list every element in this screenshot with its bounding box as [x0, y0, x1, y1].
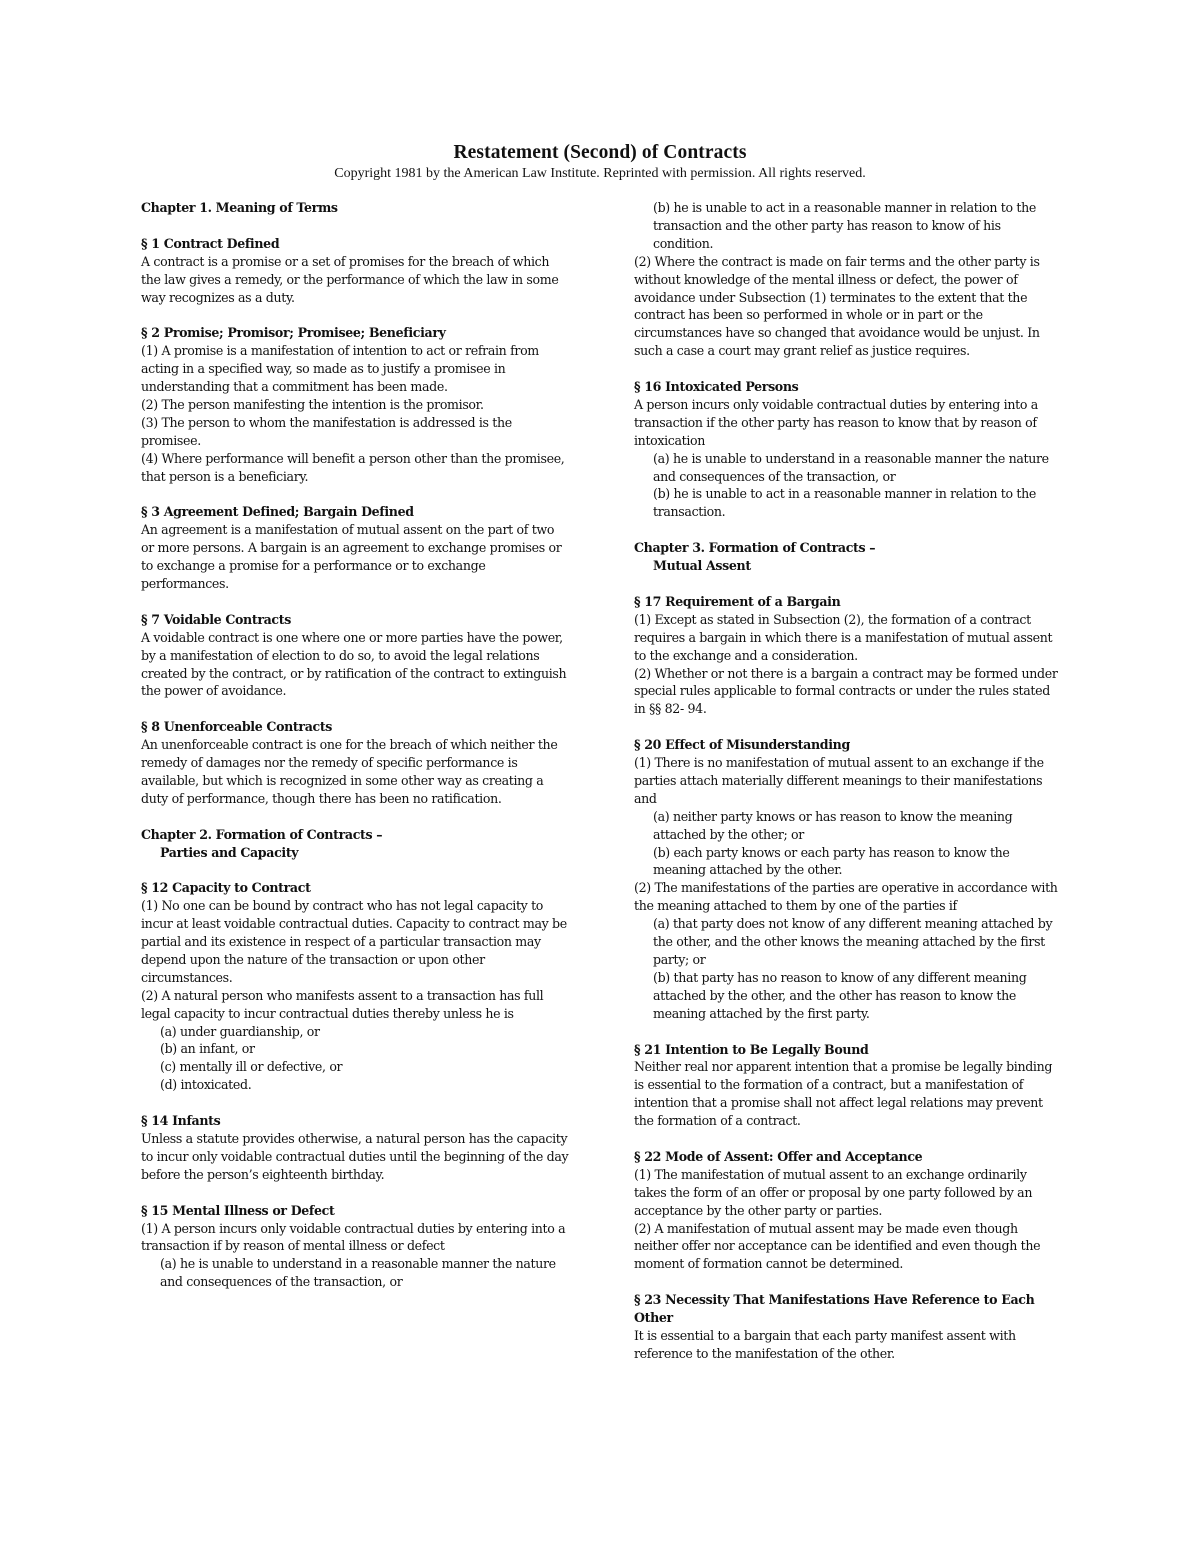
paragraph: A contract is a promise or a set of promises for the breach of which the law gives a remedy, or the performance of which the law in some way recognizes as a duty. — [141, 253, 559, 305]
paragraph: (1) The manifestation of mutual assent to an exchange ordinarily takes the form of an offer or proposal by one party followed by an acceptance by the other party or parties. — [634, 1166, 1033, 1218]
section-title: § 2 Promise; Promisor; Promisee; Beneficiary — [141, 325, 446, 341]
paragraph: (2) Whether or not there is a bargain a contract may be formed under special rules applicable to formal contracts or under the rules stated in §§ 82- 94. — [634, 665, 1058, 717]
chapter-3-heading — [634, 539, 1062, 575]
paragraph: An agreement is a manifestation of mutual assent on the part of two or more persons. A bargain is an agreement to exchange promises or to exchange a promise for a performance or to exchange performances. — [141, 522, 562, 591]
list-item: (b) that party has no reason to know of any different meaning attached by the other, and the other has reason to know the meaning attached by the first party. — [653, 969, 1027, 1021]
paragraph: (1) A promise is a manifestation of intention to act or refrain from acting in a specified way, so made as to justify a promisee in understanding that a commitment has been made. — [141, 343, 539, 395]
section-title: § 23 Necessity That Manifestations Have Reference to Each Other — [634, 1292, 1035, 1326]
paragraph: A voidable contract is one where one or more parties have the power, by a manifestation of election to do so, to avoid the legal relations created by the contract, or by ratification of the contract to extinguish the power of avoidance. — [141, 629, 567, 699]
list-item: (b) each party knows or each party has reason to know the meaning attached by the other. — [653, 844, 1010, 878]
list-item: (a) he is unable to understand in a reasonable manner the nature and consequences of the transaction, or — [653, 450, 1049, 484]
section-17 — [634, 593, 1062, 718]
paragraph: Neither real nor apparent intention that a promise be legally binding is essential to the formation of a contract, but a manifestation of intention that a promise shall not affect legal relations may prevent the formation of a contract. — [634, 1059, 1053, 1129]
section-title: § 12 Capacity to Contract — [141, 880, 311, 896]
paragraph: It is essential to a bargain that each party manifest assent with reference to the manifestation of the other. — [634, 1327, 1016, 1361]
section-14 — [141, 1112, 569, 1184]
section-21 — [634, 1041, 1062, 1131]
copyright-notice: Copyright 1981 by the American Law Institute. Reprinted with permission. All rights reserved. — [334, 166, 866, 181]
paragraph: (2) The manifestations of the parties are operative in accordance with the meaning attached to them by one of the parties if — [634, 880, 1058, 914]
list-item: (d) intoxicated. — [160, 1077, 252, 1093]
paragraph: (2) The person manifesting the intention is the promisor. — [141, 396, 484, 412]
paragraph: (1) No one can be bound by contract who has not legal capacity to incur at least voidable contractual duties. Capacity to contract may be partial and its existence in respect of a particular transaction may depend upon the nature of the transaction or upon other circumstances. — [141, 898, 567, 985]
section-12 — [141, 879, 569, 1094]
list-item: (a) neither party knows or has reason to know the meaning attached by the other; or — [653, 808, 1013, 842]
paragraph: (1) There is no manifestation of mutual assent to an exchange if the parties attach materially different meanings to their manifestations and — [634, 755, 1044, 806]
chapter-heading-line: Parties and Capacity — [160, 844, 299, 860]
section-3 — [141, 503, 569, 593]
section-title: § 3 Agreement Defined; Bargain Defined — [141, 504, 414, 520]
section-title: § 22 Mode of Assent: Offer and Acceptance — [634, 1148, 923, 1164]
paragraph: (1) Except as stated in Subsection (2), the formation of a contract requires a bargain in which there is a manifestation of mutual assent to the exchange and a consideration. — [634, 611, 1053, 663]
section-1 — [141, 235, 569, 307]
paragraph: (1) A person incurs only voidable contractual duties by entering into a transaction if by reason of mental illness or defect — [141, 1220, 566, 1254]
section-15-continued — [634, 199, 1062, 360]
section-title: § 14 Infants — [141, 1113, 221, 1129]
section-15 — [141, 1202, 569, 1292]
paragraph: (2) Where the contract is made on fair terms and the other party is without knowledge of the mental illness or defect, the power of avoidance under Subsection (1) terminates to the extent that the contract has been so performed in whole or in part or the circumstances have so changed that avoidance would be unjust. In such a case a court may grant relief as justice requires. — [634, 253, 1040, 359]
section-title: § 20 Effect of Misunderstanding — [634, 737, 850, 753]
paragraph: (2) A natural person who manifests assent to a transaction has full legal capacity to incur contractual duties thereby unless he is — [141, 987, 544, 1021]
chapter-heading-line: Mutual Assent — [653, 558, 751, 574]
list-item: (b) he is unable to act in a reasonable manner in relation to the transaction. — [653, 486, 1036, 520]
section-16 — [634, 378, 1062, 521]
section-7 — [141, 611, 569, 701]
chapter-heading-line: Chapter 3. Formation of Contracts – — [634, 540, 876, 556]
list-item: (a) that party does not know of any different meaning attached by the other, and the other knows the meaning attached by the first party; or — [653, 916, 1053, 967]
paragraph: An unenforceable contract is one for the breach of which neither the remedy of damages nor the remedy of specific performance is available, but which is recognized in some other way as creating a duty of performance, though there has been no ratification. — [141, 737, 558, 806]
section-20 — [634, 736, 1062, 1023]
section-title: § 16 Intoxicated Persons — [634, 379, 799, 395]
section-title: § 7 Voidable Contracts — [141, 611, 291, 627]
list-item: (a) under guardianship, or — [160, 1023, 320, 1039]
section-title: § 8 Unenforceable Contracts — [141, 719, 333, 735]
section-22 — [634, 1148, 1062, 1273]
chapter-2-heading — [141, 826, 569, 862]
chapter-1-heading: Chapter 1. Meaning of Terms — [141, 200, 338, 215]
document-title: Restatement (Second) of Contracts — [453, 142, 747, 163]
list-item: (a) he is unable to understand in a reasonable manner the nature and consequences of the transaction, or — [160, 1256, 556, 1290]
list-item: (c) mentally ill or defective, or — [160, 1059, 343, 1075]
chapter-heading-line: Chapter 2. Formation of Contracts – — [141, 826, 383, 842]
left-column — [141, 199, 569, 1309]
section-title: § 21 Intention to Be Legally Bound — [634, 1041, 869, 1057]
section-title: § 17 Requirement of a Bargain — [634, 593, 841, 609]
paragraph: (3) The person to whom the manifestation is addressed is the promisee. — [141, 414, 512, 448]
paragraph: (4) Where performance will benefit a person other than the promisee, that person is a beneficiary. — [141, 450, 565, 484]
right-column — [634, 199, 1062, 1381]
section-2 — [141, 324, 569, 485]
section-23 — [634, 1291, 1062, 1363]
page-header — [0, 141, 1200, 183]
section-title: § 15 Mental Illness or Defect — [141, 1202, 335, 1218]
paragraph: A person incurs only voidable contractual duties by entering into a transaction if the other party has reason to know that by reason of intoxication — [634, 396, 1038, 448]
paragraph: (2) A manifestation of mutual assent may be made even though neither offer nor acceptance can be identified and even though the moment of formation cannot be determined. — [634, 1220, 1041, 1272]
section-8 — [141, 718, 569, 808]
paragraph: Unless a statute provides otherwise, a natural person has the capacity to incur only voidable contractual duties until the beginning of the day before the person’s eighteenth birthday. — [141, 1131, 569, 1182]
list-item: (b) an infant, or — [160, 1041, 255, 1057]
list-item: (b) he is unable to act in a reasonable manner in relation to the transaction and the other party has reason to know of his condition. — [653, 200, 1036, 251]
section-title: § 1 Contract Defined — [141, 235, 280, 251]
